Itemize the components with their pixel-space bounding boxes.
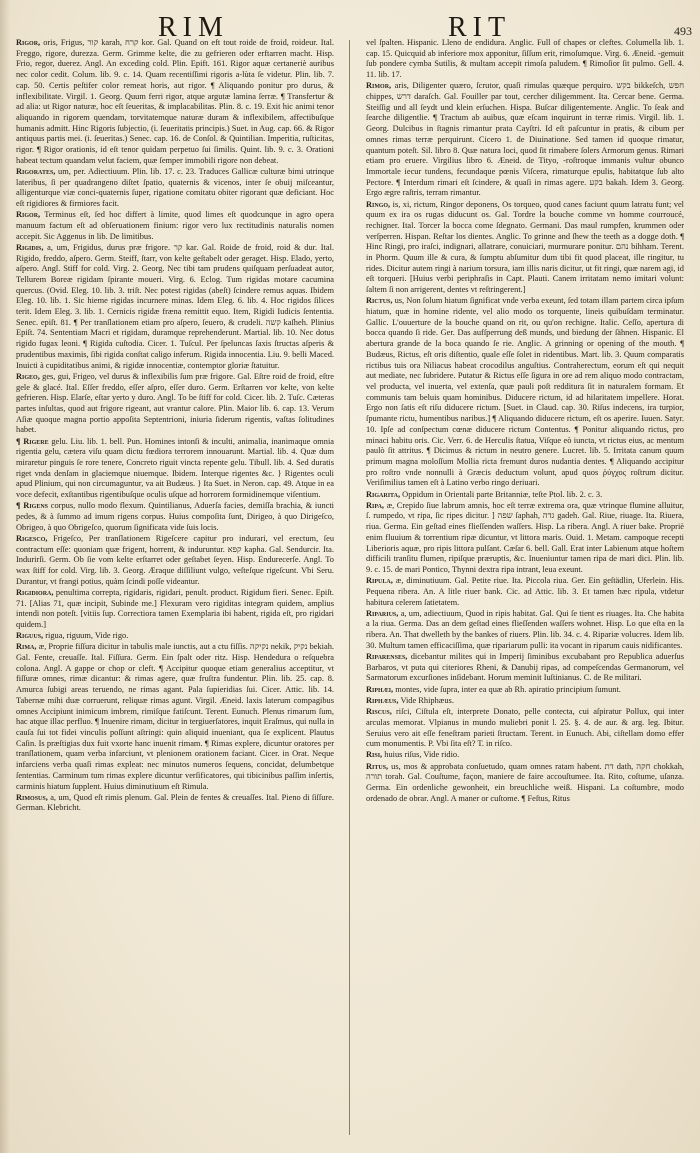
entry-text: oris, Frigus, קור karah, קרח kor. Gal. Quand on eft tout roide de froid, roideur. Ital. Freggo, rigore, durezza. Germ. Grimme kelte, die zu gefrieren oder erftarren macht. Hisp. Frio, regor, duerez. Angl. An exceding cold. Plin. Epift. 161. Rigor aquæ certaneriè auribus nec color cedit. Colum. lib. 9. c. 14. Quam recentiſſimi rigoris a-lùta ſe videtur. Plin. lib. 7. cap. 50. Certis peſtifer color remeat horis, aut rigor. ¶ Aliquando ponitur pro durus, & inflexibilitate. Virgil. 1. Georg. Quum ferri rigor, atque argutæ lamina ſerræ. ¶ Transfertur & ad alia: ut Rigor naturæ, hoc eſt ſeueritas, & implacabilitas. Plin. 8. c. 19. Exit hic animi tenor aliquando in rigorem quendam, torvitatemque naturæ duram & inflexibilem, affectibuſque humanis admitt. Hinc Rigoris ſubjectio, (i. ſeueritatis principis.) Suet. in Aug. cap. 66. & Rigor antiquus partis mei. (i. ſeueritas.) Senec. cap. 16. de Conſol. & Quintilian. Imperitia, ruſticitas, rigor. ¶ Rigor orationis, id eſt tenor quidam perpetuo ſui ſimilis. Quint. lib. 9. c. 3. Orationi habeat tectum quandam velut faciem, quæ ſemper immobili rigore non debeat. [16,38,334,165]
entry-headword: Riguus, [16,631,44,641]
entry-text: is, xi, rictum, Ringor deponens, Os torqueo, quod canes faciunt quum latratu funt; vel quum ex ira os rugas diducunt os. Gal. Tordre la bouche comme vn homme courroucé, rechigner. Ital. Torcer la bocca come ſdegnato. Germani. Das maul rumpfen, krummen oder verſperren. Hispan. Reſtar los dientes. Anglic. To grinne and ſhew the teeth as a dogge doth. ¶ Hinc Ringi, pro iraſci, indignari, allatrare, conuiciari, murmurare ponitur. נהם bihham. Terent. in Phorm. Quum ille & cura, & ſumptu abſumitur dum tibi fit quod placeat, ille ringitur, tu rides. Dicitur autem ringi à narium torsura, iam illis naris dicitur, ut fit ringi, quæ narem agi, id eſt torqueri. [Huius verbi periphraſis in Capt. Plauti. Canem irritatam nemo imitari volunt: ſaltem ſi non arrigerent, dentes vt reſtringerent.] [366,199,684,295]
entry-text: penultima correpta, rigidaris, rigidari, penult. product. Rigidum fieri. Senec. Epiſt. 71. [Alias 71, quæ incipit, Subinde me.] Flexuram vero rigiditas integram quidem, amplius intendi non poteſt. [vitiis ſup. Correctiora tamen Exemplaria ibi habent, rigida eſt, pro rigidari quidem.] [16,587,334,629]
entry-text: riſci, Ciſtula eſt, interprete Donato, pelle contecta, cui aſpiratur Pollux, qui inter arculas memorat. Vlpianus in mundo muliebri ponit l. 25. §. 4. de aur. & arg. leg. Ibitur. Seruius vero ait eſſe feneſtram parieti ſtructam. Terent. in Eunuch. Abi, ciſtellam domo effer cum monumentis. P. Vbi ſita eſt? T. in riſco. [366,707,684,749]
dictionary-entry [16,793,334,814]
entry-headword: Riphæus, [366,695,399,705]
dictionary-entry [366,200,684,296]
dictionary-entry [16,631,334,642]
entry-text: Frigeſco, Per tranſlationem Rigeſcere capitur pro indurari, vel erectum, ſeu contractum eſſe: quoniam quæ frigent, horrent, & induruntur. קפא kapha. Gal. Sendurcir. Ita. Indurirſi. Germ. Ob ſie vom kelte erſtarret oder geſtabet ſeyen. Hisp. Endurecerſe. Angl. To wax ſtiff for cold. Virg. lib. 3. Georg. Æraque diſſiliunt vulgo, veſteſque rigeſcunt. Vbi Seru. Durantur, vt frangi potius, quàm ſcindi poſſe videantur. [16,533,334,586]
dictionary-entry [366,576,684,608]
dictionary-entry [366,609,684,652]
entry-headword: Riſcus, [366,707,392,717]
dictionary-entry [16,38,334,166]
dictionary-entry [16,167,334,210]
entry-headword: Riphæi, [366,684,394,694]
entry-text: æ, diminutiuum. Gal. Petite riue. Ita. Piccola riua. Ger. Ein geſtädlin, Uferlein. His. Pequena ribera. An. A litle riuer bank. Cic. ad Attic. lib. 3. Et tamen hæc ripula, vtdetur habitura celerem ſatietatem. [366,576,684,607]
dictionary-entry [366,707,684,750]
entry-headword: Riparius, [366,608,399,618]
entry-headword: Ritus, [366,761,389,771]
dictionary-entry [366,81,684,199]
entry-headword: Rigeo, [16,371,40,381]
dictionary-entry [366,685,684,696]
entry-text: Vide Rhiphæus. [400,695,454,705]
entry-text: huius riſus, Vide ridio. [384,750,460,760]
dictionary-entry [16,588,334,631]
entry-text: æ, Crepido ſiue labrum amnis, hoc eſt terræ extrema ora, quæ vtrinque flumine alluitur, ſ. rumpedo, vt ripa, ſic ripes dicitur. ] שפה ſaphah, גדה gadeh. Gal. Riue, riuage. Ita. Riuera, riua. Germa. Ein geſtad eines flieſſenden waſſers. Hisp. La ribera. Angl. A riuer bake. Propriè enim fluuium & torrentium ripæ dicuntur, vt littora maris. Ouid. 1. Metam. campoque recepti Liberioris aquæ, pro ripis littora pulſant. Cæſar 6. bell. Gall. Erat inter Labienum atque hoſtem difficili tranſitu flumen, ripiſque præruptis, &c. Inueniuntur tamen ripa de mari dici. Plin. lib. 9. c. 15. de mari Pontico, Thynni dextra ripa intrant, leua exeunt. [366,500,684,574]
dictionary-entry [16,372,334,436]
dictionary-entry [16,210,334,242]
entry-headword: Ripula, [366,576,393,586]
dictionary-entry [16,437,334,501]
entry-headword: Rigorates, [16,166,56,176]
dictionary-entry [366,490,684,501]
dictionary-entry [366,652,684,684]
entry-text: corpus, nullo modo flexum. Quintilianus, Aduerſa facies, demiſſa brachia, & iuncti pedes, & à ſummo ad imum rigens corpus. Huius compoſita ſunt, Dirigeo, à quo Dirigeſco, Obrigeo, à quo Obrigeſco, quorum ſignificata vide ſuis locis. [16,501,334,532]
entry-headword: Rigor, [16,210,41,220]
dictionary-entry [366,696,684,707]
entry-headword: Rigidiora, [16,587,54,597]
entry-text: a, um, Quod eſt rimis plenum. Gal. Plein de fentes & creuaſſes. Ital. Pieno di ſiſſure. German. Klebricht. [16,792,334,813]
dictionary-entry [16,642,334,792]
left-column [16,38,334,1138]
header-right-word: RIT [448,12,512,43]
entry-text: us, mos & approbata conſuetudo, quam omnes ratam habent. דת dath, חקה chokkah, תורה torah. Gal. Couſtume, façon, maniere de faire accouſtumee. Ita. Rito, coſtume, uſanza. Germa. Ein ordenliche gewonheit, ein breuchliche weiß. Hispani. La coſtumbre, modo ordenado de obrar. Angl. A maner or cuſtome. ¶ Feſtus, Ritus [366,761,684,803]
entry-headword: Riſi, [366,750,383,760]
entry-headword: ¶ Rigens [16,501,49,511]
entry-headword: Rigor, [16,38,41,47]
dictionary-entry [16,501,334,533]
entry-headword: Rigarita, [366,489,401,499]
entry-text: ges, gui, Frigeo, vel durus & inflexibilis ſum præ frigore. Gal. Eſtre roid de froid, eſtre gele & glacé. Ital. Eſſer freddo, eſſer aſpro, eſſer duro. Germ. Erſtarren vor kelte, von kelte gefrieren. Hisp. Elarſe, eſtar yerto y duro. Angl. To be ſtiff for cold. Cicer. lib. 2. Tuſc. Cæteras partes inſultas, quod aut frigore rigeant, aut vrantur calore. Plin. Maior lib. 6. cap. 13. Verum Aſiæ quoque magna portio appoſita Septentrioni, iniuria ſiderum rigentis, vaſtas ſolitudines habet. [16,371,334,435]
dictionary-entry [366,750,684,761]
entry-headword: Ringo, [366,199,391,209]
page-gutter-shadow [0,0,10,1153]
entry-text: a, um, Frigidus, durus præ frigore. קר kar. Gal. Roide de froid, roid & dur. Ital. Rigido, freddo, aſpero. Germ. Steiff, ſtarr, von kelte geſtabelt oder geraget. Hisp. Elado, yerto, aſpero. Angl. Stiff for cold. Virg. 2. Georg. Nec tibi tam prudens quiſquam perſuadeat autor, Tellurem Boreæ rigidam ſpirante moueri. Virg. 6. Eclog. Tum rigidas motare cacumina quercus. (Ovid. Eleg. 10. lib. 3. triſt. Nec potest rigidas (abeſt) ſcindere remus aquas. Ibidem Eleg. 10. lib. 1. Sic hieme rigidas incurnere minas. Idem Eleg. 6. lib. 4. Hoc rigidos ſilices terit. Idem Eleg. 3. lib. 1. Cernicis rigidæ fræna remittit equo. Item, Rigidi Iudicis ſententia. Senec. epiſt. 81. ¶ Per tranſlationem etiam pro aſpero, ſeuero, & crudeli. קשה kaſheh. Plinius Epiſt. 74. Sententiam Macri et rigidam, duramque reprehenderunt. Martial. lib. 10. Nec dotus rigido fugax leoni. ¶ Rigida cuſtodia. Cicer. 1. Tuſcul. Per ſpeluncas ſaxis ſtructas aſperis & prudentibus maximis, ſibi rigida conſtat caligo inferum. Rigida innocentia. Liu. 9. belli Maced. Inuicti à cupiditatibus animi, & rigidæ innocentiæ, contemptor gloriæ ſtatuitur. [16,242,334,370]
entry-headword: Rimoſus, [16,792,48,802]
running-header [0,8,700,42]
entry-headword: ¶ Rigere [16,436,49,446]
dictionary-entry [16,534,334,588]
entry-text: us, Non ſolum hiatum ſignificat vnde verba exeunt, ſed totam illam partem circa ipſum hiatum, quæ in homine ridente, vel alio modo os torquente, lineis quibuſdam terminatur. Gallic. L'ouuerture de la bouche quand on rit, ou qu'on rechigne. Italic. Ceſſo, apertura di bocca quando ſi ride. Ger. Das aufſperrung deß munds, und biedung der ſähnen. Hispanic. El abertura grande de la boca quando ſe rie. Anglic. A grinning or opening of the mouth. ¶ Budæus, Rictus, eſt oris diſtentio, quale eſſe ſolet in ridentibus. Mart. lib. 3. Quum comparatis rictibus tuis ora Niliacus habeat crocodilus anguſtius. Contraherectum, eorum eſt qui nequit aut mediate, nec ſubridere. Putatur & Rictus eſſe ſigura in ore ad rem aliquo modo contractam, vel producta, vel inuerta, vel extenſa, quæ pauli poſt redditura ſit in naturalem formam. Et communis tam beluis quam hominibus. Diducere rictum, id ad hilaritatem impellere. Horat. Ergo non ſatis eſt riſu diducere rictum. [Suet. in Claud. cap. 30. Riſus indecens, ira turpior, ſpumante rictu, humentibus naribus.] ¶ Aliquando diducere rictum, eſt os aperire. Iuuen. Satyr. 10. Ipſe ad conſpectum cœnæ diducere rictum Contentus. ¶ Ponitur aliquando rictus, pro minaci habitu oris. Cic. Verr. 6. de Herculis ſtatua, Viſque eò iuncta, vt rictus eius, ac mentum paulò ſit attritus. ¶ Dicimus & rictum in neutro genere. Lucret. lib. 5. Irritata canum quum primum magna moloſſum Mollia ricta fremunt duros nudantia dentes. ¶ Aliquando accipitur pro roſtro vnde nonnulli à Græcis deductum volunt, apud quos ῥύγχος roſtrum dicitur. Veriſimilius tamen eſt à Latino verbo ringo deriuari. [366,296,684,488]
entry-text: Terminus eſt, ſed hoc differt à limite, quod limes eſt quodcunque in agro opera manuum factum eſt ad obſeruationem finium: rigor vero lux rectitudinis naturalis nomen accepit. Sic Aggenus in lib. De limitibus. [16,210,334,241]
right-column [366,38,684,1138]
dictionary-entry [366,38,684,81]
entry-headword: Riparenſes, [366,652,408,662]
entry-text: gelu. Liu. lib. 1. bell. Pun. Homines intonſi & inculti, animalia, inanimaque omnia rigentia gelu, cætera viſu quam dictu fœdiora terrorem innouarunt. Martial. lib. 4. Quæ dum miraretur pinguis ſe rore tenere, Concreto riguit vincta repente gelu. Tibull. lib. 4. Sed duratis riget vnda denſam in glaciemque niuemque. Ibidem. Interque rigentes &c. } Rigentes oculi apud Plinium, qui non circumaguntur, va ait Budæus. } Ita Suet. in Neron. cap. 49. Atque in ea voce defecit, exſtantibus rigentibuſque oculis uſque ad horrorem formidinemque viſentium. [16,436,334,500]
entry-headword: Rimor, [366,81,392,91]
page-number: 493 [674,24,692,38]
header-left-word: RIM [158,12,229,43]
entry-headword: Rictus, [366,296,393,306]
dictionary-entry [366,501,684,576]
entry-text: dicebantur milites qui in Imperij ſiminibus excubabant pro Republica aduerſus Barbaros, vt puta qui citeriores Rheni, & Danubij ripas, ad compeſcendas Germanorum, vel Sarmatorum excurſiones inſidebant. Horum meminit Iuſtinianus. C. de Re militari. [366,652,684,683]
entry-headword: Rima, [16,642,37,652]
entry-text: montes, vide ſupra, inter ea quæ ab Rh. apiratio principium ſumunt. [395,684,621,694]
column-divider [349,40,350,1135]
entry-headword: Rigidis, [16,242,44,252]
entry-text: a, um, adiectiuum, Quod in ripis habitat. Gal. Qui ſe tient es riuages. Ita. Che habita a la riua. Germa. Das an dem geſtad eines flieſſenden waſſers wohnet. Hisp. Lo que eſta en la ribera. An. That dwelleth by the bankes of riuers. Plin. lib. 34. c. 4. Ripariæ volucres. Idem lib. 30. Multum tamen efficaciſſima, quæ ripariarum pulli: ita vocant in riparum cauis nidificantes. [366,608,684,650]
dictionary-entry [366,296,684,489]
entry-text: vel ſpalten. Hispanic. Lleno de endidura. Anglic. Full of chapes or cleftes. Columella lib. 1. cap. 15. Quicquid ab inferiore mox apponitur, ſiſſum erit, rimoſumque. Virg. 6. Æneid. -gemuit ſub pondere cymba Sutilis, & multam accepit rimoſa paludem. ¶ Rimoſior ſit pulmo. Gell. 4. 11. lib. 17. [366,38,684,80]
entry-headword: Rigeſco, [16,533,48,543]
dictionary-entry [16,243,334,371]
entry-text: æ, Proprie fiſſura dicitur in tabulis male iunctis, aut a ctu fiſſis. נקיקה nekik, נקיק bekiah. Gal. Fente, creuaſſe. Ital. Fiſſura. Germ. Ein ſpalt oder ritz. Hisp. Hendedura o reſquebra colona. Angl. A gappe or chop or cleft. ¶ Accipitur quoque etiam generalius acceptitur, vt fiſſuræ omnes, rimæ dicantur: & rimas agere, quæ fruſtra fundentur. Plin. lib. 25. cap. 8. Amurca ſubigi areas teruendo, ne rimas agant. Pala ſupieridias ſui. Cicer. Attic. lib. 14. Tabernæ mihi duæ corruerunt, reliquæ rimas agunt. Virgil. Æneid. laxis laterum compagibus omnes Accipiunt inimicum imbrem, rimiſque fatiſcunt. Terent. Eunuch. Plenus rimarum ſum, hac atque illac perfluo. ¶ Inuenire rimam, dicitur in tergiuerſatores, inquit Eraſmus, qui nulla in cauſa ſui tot fidei vinculis poſſunt aſtringi: quin aliquid inueniant, qua ſe explicent. Plautus Caſin. Is præſtigias dux fuit vxorte hanc inuenit rimam. ¶ Rimas explere, dicuntur oratores per tranſlationem, quam verba infarciunt, vt plenionem orationem faciant. Cicer. in Orat. Neque infarciens verba quaſi rimas expleat: nec minutos numeros ſequens, concidat, delumbetque ſententias. Carminum tum rimas explere dicuntur verſificatores, qui tibicinibus paſſim inſertis, carminis hiatum ſupplent. Huius diminutiuum eſt Rimula. [16,642,334,791]
entry-text: um, per. Adiectiuum. Plin. lib. 17. c. 23. Traduces Gallicæ culturæ bimi utrinque lateribus, ſi per quadrangeno diſtet ſpatio, quaternis & vicenos, inter ſe obuij miſceantur, alligenturque viæ conci-quaternis ſuper, rigatione comitatu obiter rigorant quæ deficiant. Hoc eſt rigidiores & firmiores facit. [16,166,334,209]
entry-text: Oppidum in Orientali parte Britanniæ, teſte Ptol. lib. 2. c. 3. [402,489,603,499]
entry-text: aris, Diligenter quæro, ſcrutor, quaſi rimulas quæque perquiro. בקש bikkeſch, חפש chippes, דרש daraſch. Gal. Fouiller par tout, cercher diligemment. Ita. Cercar bene. Germa. Steiſſig und all ſeydt und klein erſuchen. Hispa. Buſcar diligentemente. Anglic. To ſeak and ſearche diligentlie. ¶ Tractum ab auibus, quæ eſcam inquirunt in terræ rimis. Virgil. lib. 1. Georg. Dulcibus in ſtagnis rimantur prata Cayſtri. Id eſt paſcuntur in pratis, & cibum per omnes rimas terræ perquirunt. Cicero 1. de Diuinatione. Sed tamen id quoque rimatur, quantum poteſt. Sil. libro 8. Quæ natura loci, quod ſit rimabere ſolers Armorum genus. Rimari etiam pro eruere. Virgilius libro 6. Æneid. de Tityo, -roſtroque immanis vultur obunco Immortale iecur tundens, fecundaque pœnis Viſcera, rimaturque epulis, habitatque ſub alto Pectore. ¶ Interdum rimari eſt ſcindere, & quaſi in rimas agere. בקע bakah. Idem 3. Georg. Ergo ægre raſtris, terram rimantur. [366,81,684,198]
dictionary-entry [366,762,684,805]
entry-text: rigua, riguum, Vide rigo. [45,631,129,641]
entry-headword: Ripa, [366,500,385,510]
